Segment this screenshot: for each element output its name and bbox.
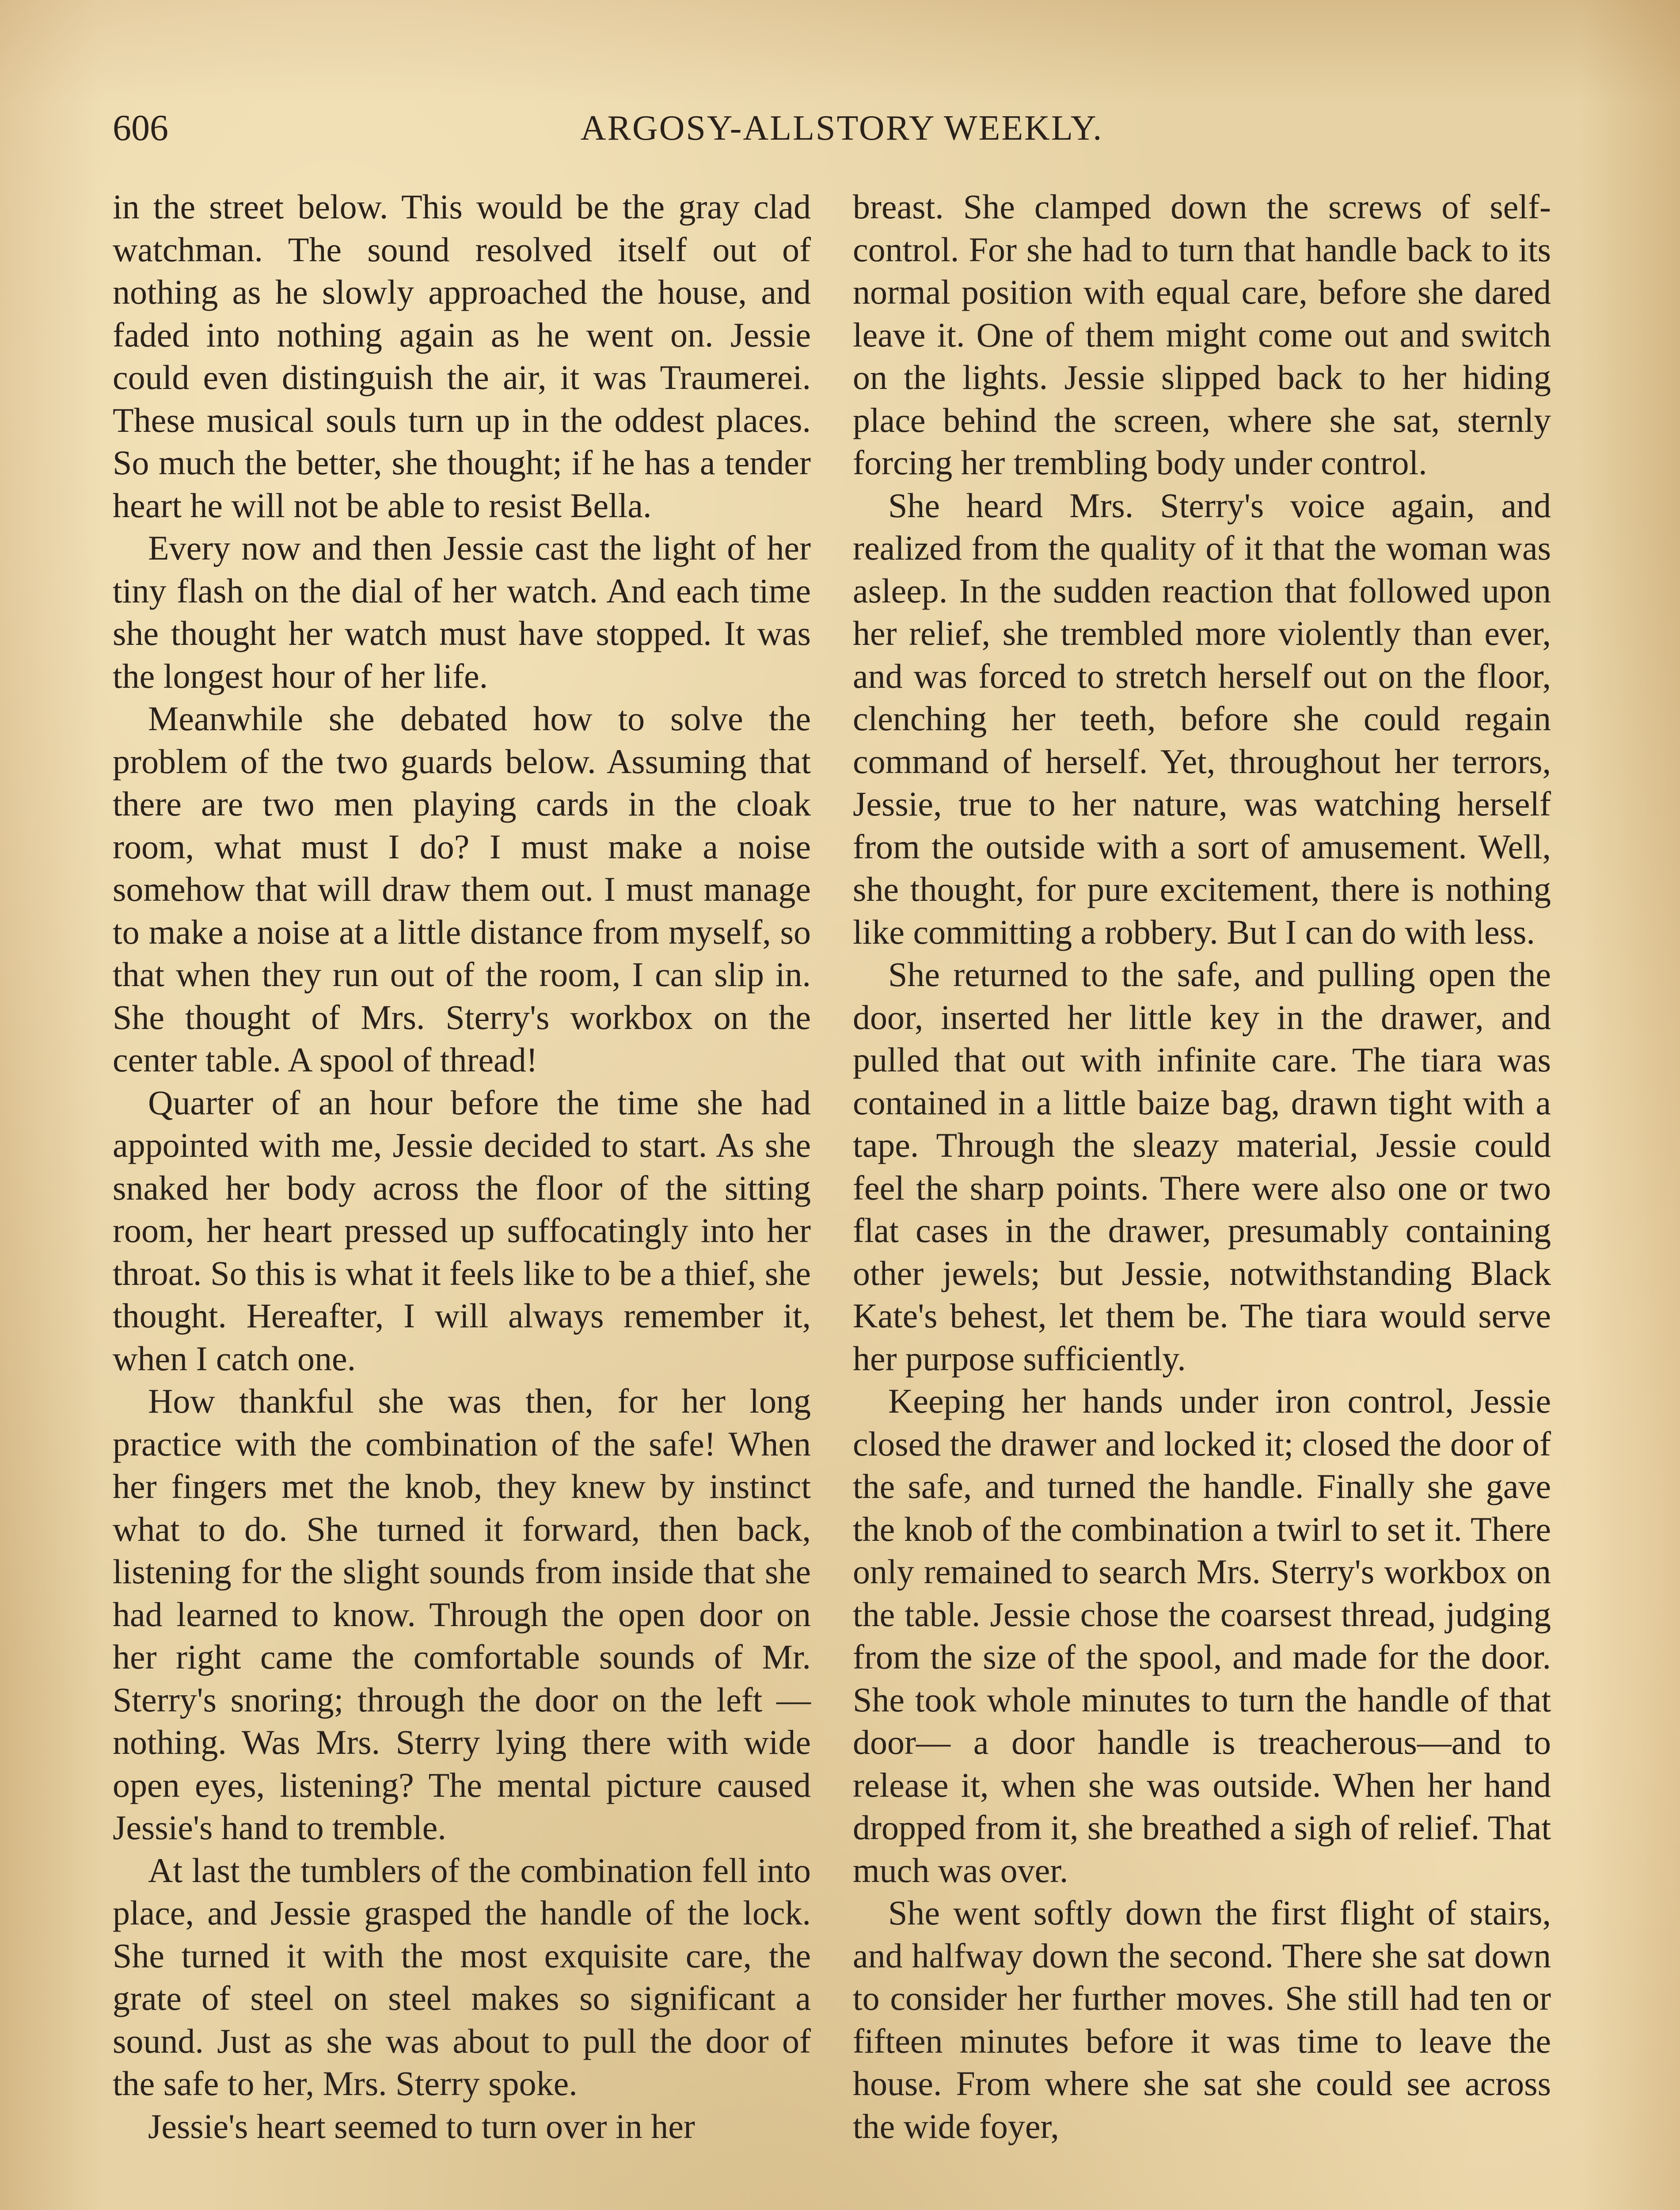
paragraph: She went softly down the first flight of stairs, and halfway down the second. There she sat down to consider her further moves. She still had ten or fifteen minutes before it was time to leave the house. From where she sat she could see across the wide foyer, [853, 1894, 1551, 2145]
page-header [113, 102, 1571, 164]
paragraph: She heard Mrs. Sterry's voice again, and realized from the quality of it that the woman was asleep. In the sudden reaction that followed upon her relief, she trembled more violently than ever, and was forced to stretch herself out on the floor, clenching her teeth, before she could regain command of herself. Yet, throughout her terrors, Jessie, true to her nature, was watching herself from the outside with a sort of amusement. Well, she thought, for pure excitement, there is nothing like committing a robbery. But I can do with less. [853, 486, 1551, 951]
paragraph: in the street below. This would be the gray clad watchman. The sound resolved itself out of nothing as he slowly approached the house, and faded into nothing again as he went on. Jessie could even distinguish the air, it was Traumerei. These musical souls turn up in the oddest places. So much the better, she thought; if he has a tender heart he will not be able to resist Bella. [113, 187, 811, 525]
running-head: ARGOSY-ALLSTORY WEEKLY. [580, 109, 1103, 148]
paragraph: Meanwhile she debated how to solve the problem of the two guards below. Assuming that there are two men playing cards in the cloak room, what must I do? I must make a noise somehow that will draw them out. I must manage to make a noise at a little distance from myself, so that when they run out of the room, I can slip in. She thought of Mrs. Sterry's workbox on the center table. A spool of thread! [113, 699, 811, 1079]
paragraph: She returned to the safe, and pulling open the door, inserted her little key in the drawer, and pulled that out with infinite care. The tiara was contained in a little baize bag, drawn tight with a tape. Through the sleazy material, Jessie could feel the sharp points. There were also one or two flat cases in the drawer, presumably containing other jewels; but Jessie, notwithstanding Black Kate's behest, let them be. The tiara would serve her purpose sufficiently. [853, 955, 1551, 1378]
paragraph: breast. She clamped down the screws of self-control. For she had to turn that handle back to its normal position with equal care, before she dared leave it. One of them might come out and switch on the lights. Jessie slipped back to her hiding place behind the screen, where she sat, sternly forcing her trembling body under control. [853, 187, 1551, 482]
left-column [113, 186, 811, 2148]
page-number: 606 [113, 107, 168, 149]
paragraph: Keeping her hands under iron control, Jessie closed the drawer and locked it; closed the door of the safe, and turned the handle. Finally she gave the knob of the combination a twirl to set it. There only remained to search Mrs. Sterry's workbox on the table. Jessie chose the coarsest thread, judging from the size of the spool, and made for the door. She took whole minutes to turn the handle of that door— a door handle is treacherous—and to release it, when she was outside. When her hand dropped from it, she breathed a sigh of relief. That much was over. [853, 1382, 1551, 1890]
paragraph: At last the tumblers of the combination fell into place, and Jessie grasped the handle of the lock. She turned it with the most exquisite care, the grate of steel on steel makes so significant a sound. Just as she was about to pull the door of the safe to her, Mrs. Sterry spoke. [113, 1851, 811, 2103]
paragraph: Quarter of an hour before the time she had appointed with me, Jessie decided to start. As she snaked her body across the floor of the sitting room, her heart pressed up suffocatingly into her throat. So this is what it feels like to be a thief, she thought. Hereafter, I will always remember it, when I catch one. [113, 1083, 811, 1378]
paragraph: How thankful she was then, for her long practice with the combination of the safe! When her fingers met the knob, they knew by instinct what to do. She turned it forward, then back, listening for the slight sounds from inside that she had learned to know. Through the open door on her right came the comfortable sounds of Mr. Sterry's snoring; through the door on the left —nothing. Was Mrs. Sterry lying there with wide open eyes, listening? The mental picture caused Jessie's hand to tremble. [113, 1382, 811, 1847]
paragraph: Every now and then Jessie cast the light of her tiny flash on the dial of her watch. And each time she thought her watch must have stopped. It was the longest hour of her life. [113, 529, 811, 695]
paragraph: Jessie's heart seemed to turn over in her [148, 2107, 695, 2145]
right-column [853, 186, 1551, 2148]
